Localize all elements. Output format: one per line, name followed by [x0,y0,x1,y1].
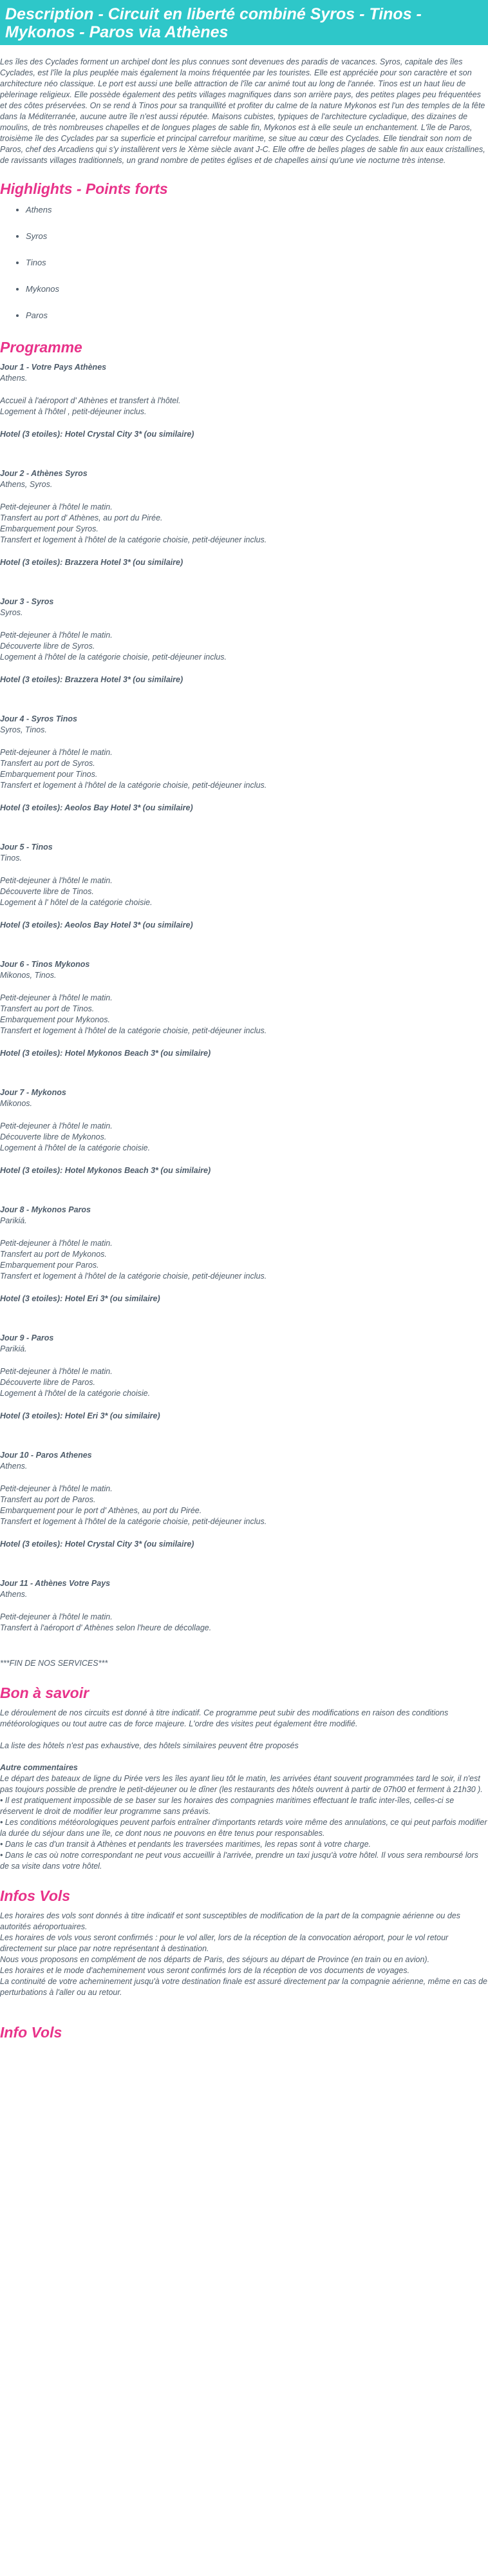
bon-a-savoir-heading: Bon à savoir [0,1684,89,1701]
day-line: Petit-dejeuner à l'hôtel le matin. [0,1612,113,1621]
day-block [0,959,488,1059]
day-block [0,596,488,685]
day-cities: Athens, Syros. [0,480,53,489]
day-hotel: Hotel (3 etoiles): Aeolos Bay Hotel 3* (ou similaire) [0,921,193,930]
day-hotel: Hotel (3 etoiles): Hotel Crystal City 3* (ou similaire) [0,1540,194,1549]
day-title: Jour 3 - Syros [0,597,54,606]
day-hotel: Hotel (3 etoiles): Aeolos Bay Hotel 3* (ou similaire) [0,803,193,812]
highlights-list [0,204,488,322]
day-hotel: Hotel (3 etoiles): Brazzera Hotel 3* (ou similaire) [0,558,183,567]
day-cities: Athens. [0,1462,28,1471]
title-banner [0,0,488,45]
day-cities: Parikiá. [0,1344,27,1353]
infos-vols-heading: Infos Vols [0,1887,71,1904]
day-line: Petit-dejeuner à l'hôtel le matin. [0,748,113,757]
day-line: Découverte libre de Tinos. [0,887,94,896]
highlights-heading: Highlights - Points forts [0,180,168,197]
day-block [0,714,488,814]
day-line: Transfert à l'aéroport d' Athènes selon l'heure de décollage. [0,1623,212,1632]
programme-heading: Programme [0,339,82,356]
day-title: Jour 8 - Mykonos Paros [0,1205,91,1214]
day-line: Découverte libre de Mykonos. [0,1132,107,1141]
highlight-item: • Mykonos [26,283,488,296]
day-title: Jour 9 - Paros [0,1333,54,1342]
day-hotel: Hotel (3 etoiles): Hotel Mykonos Beach 3* (ou similaire) [0,1166,211,1175]
day-line: Embarquement pour Syros. [0,524,99,533]
day-line: Petit-dejeuner à l'hôtel le matin. [0,631,113,640]
day-line: Découverte libre de Paros. [0,1378,95,1387]
day-line: Transfert et logement à l'hôtel de la catégorie choisie, petit-déjeuner inclus. [0,535,267,544]
highlight-item: • Paros [26,309,488,322]
day-hotel: Hotel (3 etoiles): Hotel Crystal City 3* (ou similaire) [0,430,194,439]
day-line: Accueil à l'aéroport d' Athènes et transfert à l'hôtel. [0,396,181,405]
hotel-list-note: La liste des hôtels n'est pas exhaustive, des hôtels similaires peuvent être proposés [0,1741,299,1750]
day-title: Jour 2 - Athènes Syros [0,469,88,478]
day-block [0,1205,488,1304]
day-block [0,1450,488,1550]
day-line: Petit-dejeuner à l'hôtel le matin. [0,993,113,1002]
day-line: Logement à l'hôtel de la catégorie choisie. [0,1389,151,1398]
day-line: Transfert et logement à l'hôtel de la catégorie choisie, petit-déjeuner inclus. [0,1026,267,1035]
day-title: Jour 1 - Votre Pays Athènes [0,363,107,372]
day-line: Petit-dejeuner à l'hôtel le matin. [0,1367,113,1376]
highlight-item: • Syros [26,230,488,243]
day-line: Découverte libre de Syros. [0,642,95,651]
day-line: Logement à l'hôtel de la catégorie choisie, petit-déjeuner inclus. [0,653,227,662]
day-line: Transfert et logement à l'hôtel de la catégorie choisie, petit-déjeuner inclus. [0,1272,267,1281]
day-block [0,1333,488,1422]
day-line: Transfert au port de Mykonos. [0,1250,107,1259]
other-comment-line: • Dans le cas d'un transit à Athènes et pendants les traversées maritimes, les repas sont à votre charge. [0,1840,371,1849]
day-title: Jour 7 - Mykonos [0,1088,66,1097]
day-hotel: Hotel (3 etoiles): Hotel Mykonos Beach 3* (ou similaire) [0,1049,211,1058]
day-line: Transfert et logement à l'hôtel de la catégorie choisie, petit-déjeuner inclus. [0,1517,267,1526]
day-cities: Athens. [0,374,28,383]
flight-info-line: Les horaires et le mode d'acheminement vous seront confirmés lors de la réception de vos documents de voyages. [0,1966,410,1975]
day-line: Logement à l' hôtel de la catégorie choisie. [0,898,153,907]
day-line: Transfert au port de Syros. [0,759,95,768]
day-line: Petit-dejeuner à l'hôtel le matin. [0,1121,113,1131]
day-block [0,468,488,568]
day-cities: Athens. [0,1590,28,1599]
day-line: Transfert et logement à l'hôtel de la catégorie choisie, petit-déjeuner inclus. [0,781,267,790]
flight-info-line: La continuité de votre acheminement jusqu'à votre destination finale est assuré directement par la compagnie aérienne, même en cas de perturbations à l'aller ou au retour. [0,1977,487,1997]
day-line: Transfert au port de Tinos. [0,1004,95,1013]
highlight-item: • Tinos [26,256,488,269]
day-line: Petit-dejeuner à l'hôtel le matin. [0,876,113,885]
other-comment-line: • Il est pratiquement impossible de se baser sur les horaires des compagnies maritimes effectuant le trafic inter-îles, celles-ci se réservent le droit de modifier leur programme sans préavis. [0,1796,455,1816]
day-line: Petit-dejeuner à l'hôtel le matin. [0,1239,113,1248]
other-comment-line: Le départ des bateaux de ligne du Pirée vers les îles ayant lieu tôt le matin, les arrivées étant souvent programmées tard le soir, il n'est pas toujours possible de prendre le petit-déjeuner ou le dîner (les restaurants des hôtels ouvrent à partir de 07h00 et ferment à 21h30 ). [0,1774,483,1794]
disclaimer-paragraph: Le déroulement de nos circuits est donné à titre indicatif. Ce programme peut subir des modifications en raison des conditions météorologiques ou tout autre cas de force majeure. L'ordre des visites peut également être modifié. [0,1708,449,1728]
day-cities: Mikonos. [0,1099,33,1108]
other-comment-line: • Les conditions météorologiques peuvent parfois entraîner d'importants retards voire même des annulations, ce qui peut parfois modifier la durée du séjour dans une île, ce dont nous ne pouvons en être tenus pour responsables. [0,1818,487,1838]
day-line: Embarquement pour Paros. [0,1261,99,1270]
day-line: Logement à l'hôtel , petit-déjeuner inclus. [0,407,147,416]
day-block [0,362,488,440]
day-line: Transfert au port d' Athènes, au port du Pirée. [0,513,163,522]
intro-paragraph: Les îles des Cyclades forment un archipel dont les plus connues sont devenues des paradis de vacances. Syros, capitale des îles Cyclades, est l'île la plus peuplée mais également la moins fréquentée par les touristes. Elle est appréciée pour son caractère et son architecture néo classique. Le port est aussi une belle attraction de l'île car animé tout au long de l'année. Tinos est un haut lieu de pèlerinage religieux. Elle possède également des petits villages magnifiques dans son arrière pays, des petites plages peu fréquentées et des côtes préservées. On se rend à Tinos pour sa tranquillité et profiter du calme de la nature Mykonos est l'un des temples de la fête dans la Méditerranée, aucune autre île n'est aussi réputée. Maisons cubistes, typiques de l'architecture cycladique, des dizaines de moulins, de très nombreuses chapelles et de longues plages de sable fin, Mykonos est à elle seule un enchantement. L'île de Paros, troisième île des Cyclades par sa superficie et principal carrefour maritime, se situe au cœur des Cyclades. Elle tiendrait son nom de Paros, chef des Arcadiens qui s'y installèrent vers le Xème siècle avant J-C. Elle offre de belles plages de sable fin aux eaux cristallines, de ravissants villages traditionnels, un grand nombre de petites églises et de chapelles ainsi qu'une vie nocturne très intense. [0,57,485,165]
day-title: Jour 4 - Syros Tinos [0,714,77,723]
day-line: Logement à l'hôtel de la catégorie choisie. [0,1143,151,1152]
day-block [0,1578,488,1634]
flight-info-line: Les horaires des vols sont donnés à titre indicatif et sont susceptibles de modification de la part de la compagnie aérienne ou des autorités aéroportuaires. [0,1911,461,1931]
flight-info-line: Nous vous proposons en complément de nos départs de Paris, des séjours au départ de Province (en train ou en avion). [0,1955,430,1964]
day-hotel: Hotel (3 etoiles): Hotel Eri 3* (ou similaire) [0,1411,160,1420]
flight-info-line: Les horaires de vols vous seront confirmés : pour le vol aller, lors de la réception de la convocation aéroport, pour le vol retour directement sur place par notre représentant à destination. [0,1933,449,1953]
other-comments-title: Autre commentaires [0,1763,78,1772]
day-line: Embarquement pour Tinos. [0,770,98,779]
day-line: Petit-dejeuner à l'hôtel le matin. [0,502,113,511]
day-line: Embarquement pour Mykonos. [0,1015,110,1024]
day-line: Petit-dejeuner à l'hôtel le matin. [0,1484,113,1493]
day-cities: Parikiá. [0,1216,27,1225]
day-line: Embarquement pour le port d' Athènes, au port du Pirée. [0,1506,202,1515]
day-title: Jour 6 - Tinos Mykonos [0,960,90,969]
day-cities: Syros, Tinos. [0,725,47,734]
day-title: Jour 10 - Paros Athenes [0,1451,92,1460]
day-block [0,842,488,931]
page-title: Description - Circuit en liberté combiné Syros - Tinos - Mykonos - Paros via Athènes [5,5,422,41]
day-hotel: Hotel (3 etoiles): Hotel Eri 3* (ou similaire) [0,1294,160,1303]
day-hotel: Hotel (3 etoiles): Brazzera Hotel 3* (ou similaire) [0,675,183,684]
day-line: Transfert au port de Paros. [0,1495,96,1504]
end-of-services: ***FIN DE NOS SERVICES*** [0,1659,108,1668]
other-comment-line: • Dans le cas où notre correspondant ne peut vous accueillir à l'arrivée, prendre un taxi jusqu'à votre hôtel. Il vous sera remboursé lors de sa visite dans votre hôtel. [0,1851,478,1871]
day-title: Jour 11 - Athènes Votre Pays [0,1579,111,1588]
day-cities: Syros. [0,608,23,617]
day-cities: Mikonos, Tinos. [0,971,57,980]
info-vols-heading: Info Vols [0,2024,62,2041]
day-title: Jour 5 - Tinos [0,843,53,852]
day-block [0,1087,488,1176]
highlight-item: • Athens [26,204,488,216]
day-cities: Tinos. [0,854,22,863]
